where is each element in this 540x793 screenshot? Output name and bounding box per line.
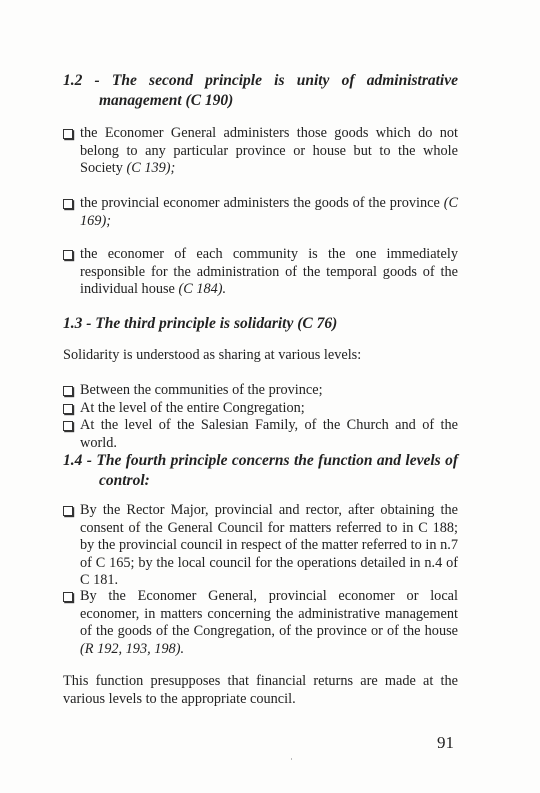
list-item-text: the Economer General administers those goods which do not belong to any particular province or house but to the whole Society (C 139); [80, 125, 458, 176]
section-1-3-list [63, 382, 458, 452]
constitution-reference: (C 139); [126, 160, 176, 176]
section-1-2-list [63, 195, 458, 230]
checkbox-bullet-icon [63, 386, 73, 396]
section-heading-line: control: [99, 472, 150, 489]
list-item [63, 382, 458, 400]
list-item [63, 195, 458, 230]
checkbox-bullet-icon [63, 506, 73, 516]
list-item-text: By the Economer General, provincial economer or local economer, in matters concerning the administrative management of the goods of the Congregation, of the province or of the house (R 192, 193, 198). [80, 588, 458, 657]
section-1-2-list [63, 125, 458, 178]
section-1-4-list [63, 588, 458, 658]
checkbox-bullet-icon [63, 129, 73, 139]
list-item [63, 588, 458, 658]
list-item-text: the economer of each community is the one immediately responsible for the administration of the temporal goods of the individual house (C 184). [80, 246, 458, 297]
checkbox-bullet-icon [63, 421, 73, 431]
constitution-reference: (C 169); [80, 195, 458, 229]
section-1-2-list [63, 246, 458, 299]
checkbox-bullet-icon [63, 404, 73, 414]
checkbox-bullet-icon [63, 592, 73, 602]
constitution-reference: (R 192, 193, 198). [80, 640, 185, 657]
section-1-4-list [63, 502, 458, 590]
closing-paragraph: This function presupposes that financial returns are made at the various levels to the appropriate council. [63, 673, 458, 707]
checkbox-bullet-icon [63, 199, 73, 209]
list-item [63, 502, 458, 590]
list-item [63, 125, 458, 178]
list-item-text: At the level of the entire Congregation; [80, 399, 305, 416]
list-item [63, 246, 458, 299]
list-item-text: By the Rector Major, provincial and rector, after obtaining the consent of the General Council for matters referred to in C 188; by the provincial council in respect of the matter referred to in n.7 of C 165; by the local council for the operations detailed in n.4 of C 181. [80, 502, 458, 588]
checkbox-bullet-icon [63, 250, 73, 260]
section-1-2-heading [63, 71, 458, 111]
section-heading-line: 1.2 - The second principle is unity of administrative [63, 72, 458, 89]
section-1-3-heading: 1.3 - The third principle is solidarity (C 76) [63, 315, 338, 332]
section-heading-line: 1.4 - The fourth principle concerns the function and levels of [63, 452, 458, 469]
section-1-3-intro: Solidarity is understood as sharing at various levels: [63, 347, 362, 363]
section-1-4-heading [63, 451, 458, 491]
list-item-text: At the level of the Salesian Family, of the Church and of the world. [80, 417, 458, 451]
section-heading-line: management (C 190) [99, 92, 234, 109]
page-number: 91 [437, 733, 454, 752]
list-item [63, 417, 458, 452]
list-item [63, 400, 458, 418]
scan-speck [291, 758, 292, 760]
constitution-reference: (C 184). [178, 281, 227, 297]
list-item-text: the provincial economer administers the goods of the province (C 169); [80, 195, 458, 229]
list-item-text: Between the communities of the province; [80, 382, 323, 398]
